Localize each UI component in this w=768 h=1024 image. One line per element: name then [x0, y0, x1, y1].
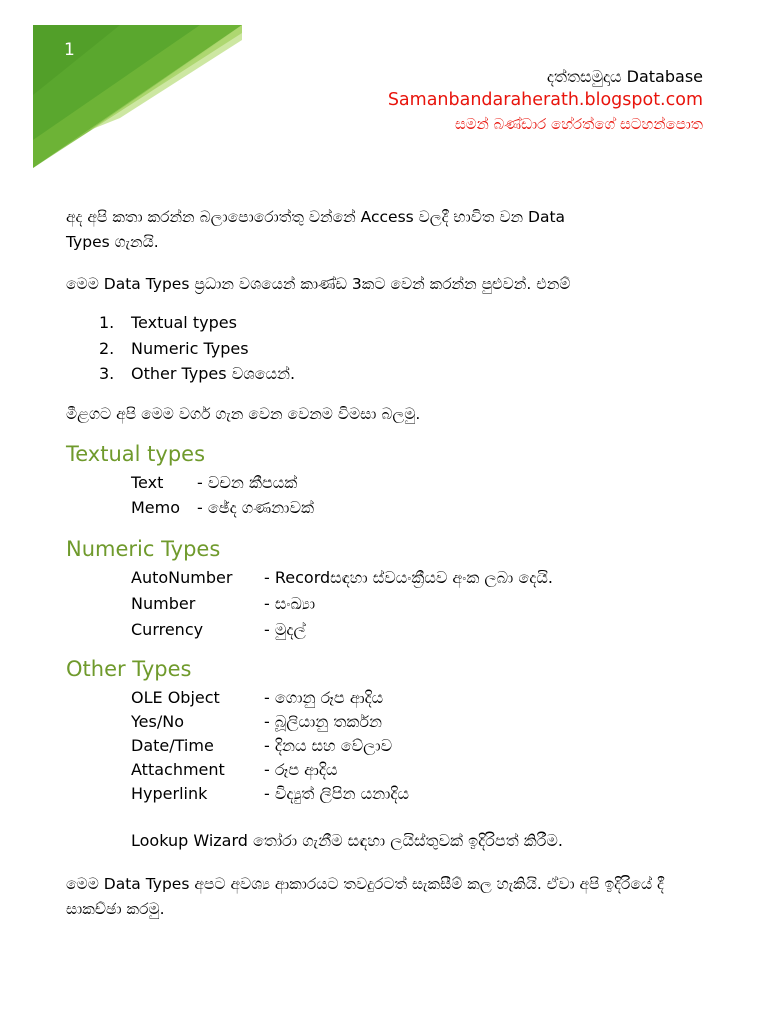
type-desc: - සංඛ්‍යා — [264, 594, 316, 613]
type-term: Yes/No — [131, 712, 184, 731]
table-row — [131, 710, 382, 734]
intro-types: Types — [66, 233, 110, 251]
type-term: Number — [131, 594, 196, 613]
type-term: Hyperlink — [131, 784, 208, 803]
table-row — [131, 471, 297, 495]
type-desc: - ගොනු රූප ආදිය — [264, 688, 384, 707]
intro-data: Data — [528, 208, 566, 226]
type-desc: - මුදල් — [264, 620, 306, 639]
table-row — [131, 496, 314, 520]
type-term: Date/Time — [131, 736, 214, 755]
list-item — [99, 336, 295, 362]
closing-text-1: මෙම — [66, 875, 104, 893]
type-term: Currency — [131, 620, 204, 639]
author-name: සමන් බණ්ඩාර හේරත්ගේ සටහන්පොත — [455, 115, 703, 133]
heading-other-types: Other Types — [66, 657, 192, 681]
list-number: 3. — [99, 364, 115, 383]
next-paragraph: මීළගට අපි මෙම වර්ග ගැන වෙන වෙනම විමසා බලමු. — [66, 405, 421, 423]
table-row — [131, 566, 553, 590]
page-header — [388, 66, 703, 136]
type-list — [99, 310, 295, 387]
corner-decoration — [0, 0, 250, 170]
list-item — [99, 361, 295, 387]
type-term: Text — [131, 473, 164, 492]
list-suffix: වශයෙන්. — [226, 364, 296, 383]
intro-text-3: ගැනයි. — [109, 233, 159, 251]
list-text: Numeric Types — [131, 338, 249, 358]
intro-paragraph — [66, 205, 706, 255]
list-text: Textual types — [131, 313, 237, 332]
type-desc: - විද්‍යුත් ලිපින යනාදිය — [264, 784, 409, 803]
lookup-term: Lookup Wizard — [131, 831, 248, 850]
intro-text-1: අද අපි කතා කරන්න බලාපොරොත්තු වන්නේ — [66, 208, 361, 226]
type-term: Memo — [131, 498, 181, 517]
type-term: AutoNumber — [131, 568, 233, 587]
list-item — [99, 310, 295, 336]
header-title — [388, 66, 703, 88]
intro-access: Access — [360, 208, 414, 226]
classify-data-types: Data Types — [103, 275, 190, 293]
classify-text-1: මෙම — [66, 275, 104, 293]
classify-text-2: ප්‍රධාන වශයෙන් කාණ්ඩ 3කට වෙන් කරන්න පුළුවන්. එනම් — [189, 275, 571, 293]
blog-url: Samanbandaraherath.blogspot.com — [387, 90, 703, 110]
table-row — [131, 618, 306, 642]
page-number: 1 — [64, 40, 75, 60]
type-term: Attachment — [131, 760, 225, 779]
list-text: Other Types — [131, 364, 227, 383]
intro-text-2: වලදී භාවිත වන — [413, 208, 529, 226]
closing-data-types: Data Types — [103, 875, 190, 893]
table-row — [131, 592, 315, 616]
type-desc: - බූලියානු තර්කන — [264, 712, 382, 731]
classify-paragraph — [66, 272, 706, 297]
type-desc: - දිනය සහ වේලාව — [264, 736, 393, 755]
closing-text-2: අපට අවශ්‍ය ආකාරයට තවදුරටත් සැකසීම් කල හැකියි. ඒවා අපි ඉදිරියේ දී සාකච්ඡා කරමු. — [66, 875, 664, 918]
table-row — [131, 734, 392, 758]
table-row — [131, 782, 409, 806]
list-number: 1. — [99, 313, 115, 332]
type-desc: සඳහා ස්වයංක්‍රීයව අංක ලබා දෙයි. — [330, 568, 553, 587]
lookup-desc: තෝරා ගැනීම සඳහා ලයිස්තුවක් ඉදිරිපත් කිරීම. — [247, 831, 564, 850]
type-desc: - ඡේද ගණනාවක් — [197, 498, 314, 517]
lookup-wizard-row — [131, 829, 563, 853]
type-desc-en: - Record — [264, 568, 331, 587]
heading-numeric-types: Numeric Types — [66, 537, 221, 561]
table-row — [131, 686, 383, 710]
header-title-en: Database — [626, 67, 703, 86]
type-term: OLE Object — [131, 688, 220, 707]
type-desc: - රූප ආදිය — [264, 760, 338, 779]
header-title-si: දත්තසමුදාය — [546, 67, 627, 86]
closing-paragraph — [66, 872, 706, 922]
list-number: 2. — [99, 338, 115, 358]
heading-textual-types: Textual types — [66, 442, 206, 466]
type-desc: - වචන කීපයක් — [197, 473, 298, 492]
table-row — [131, 758, 338, 782]
